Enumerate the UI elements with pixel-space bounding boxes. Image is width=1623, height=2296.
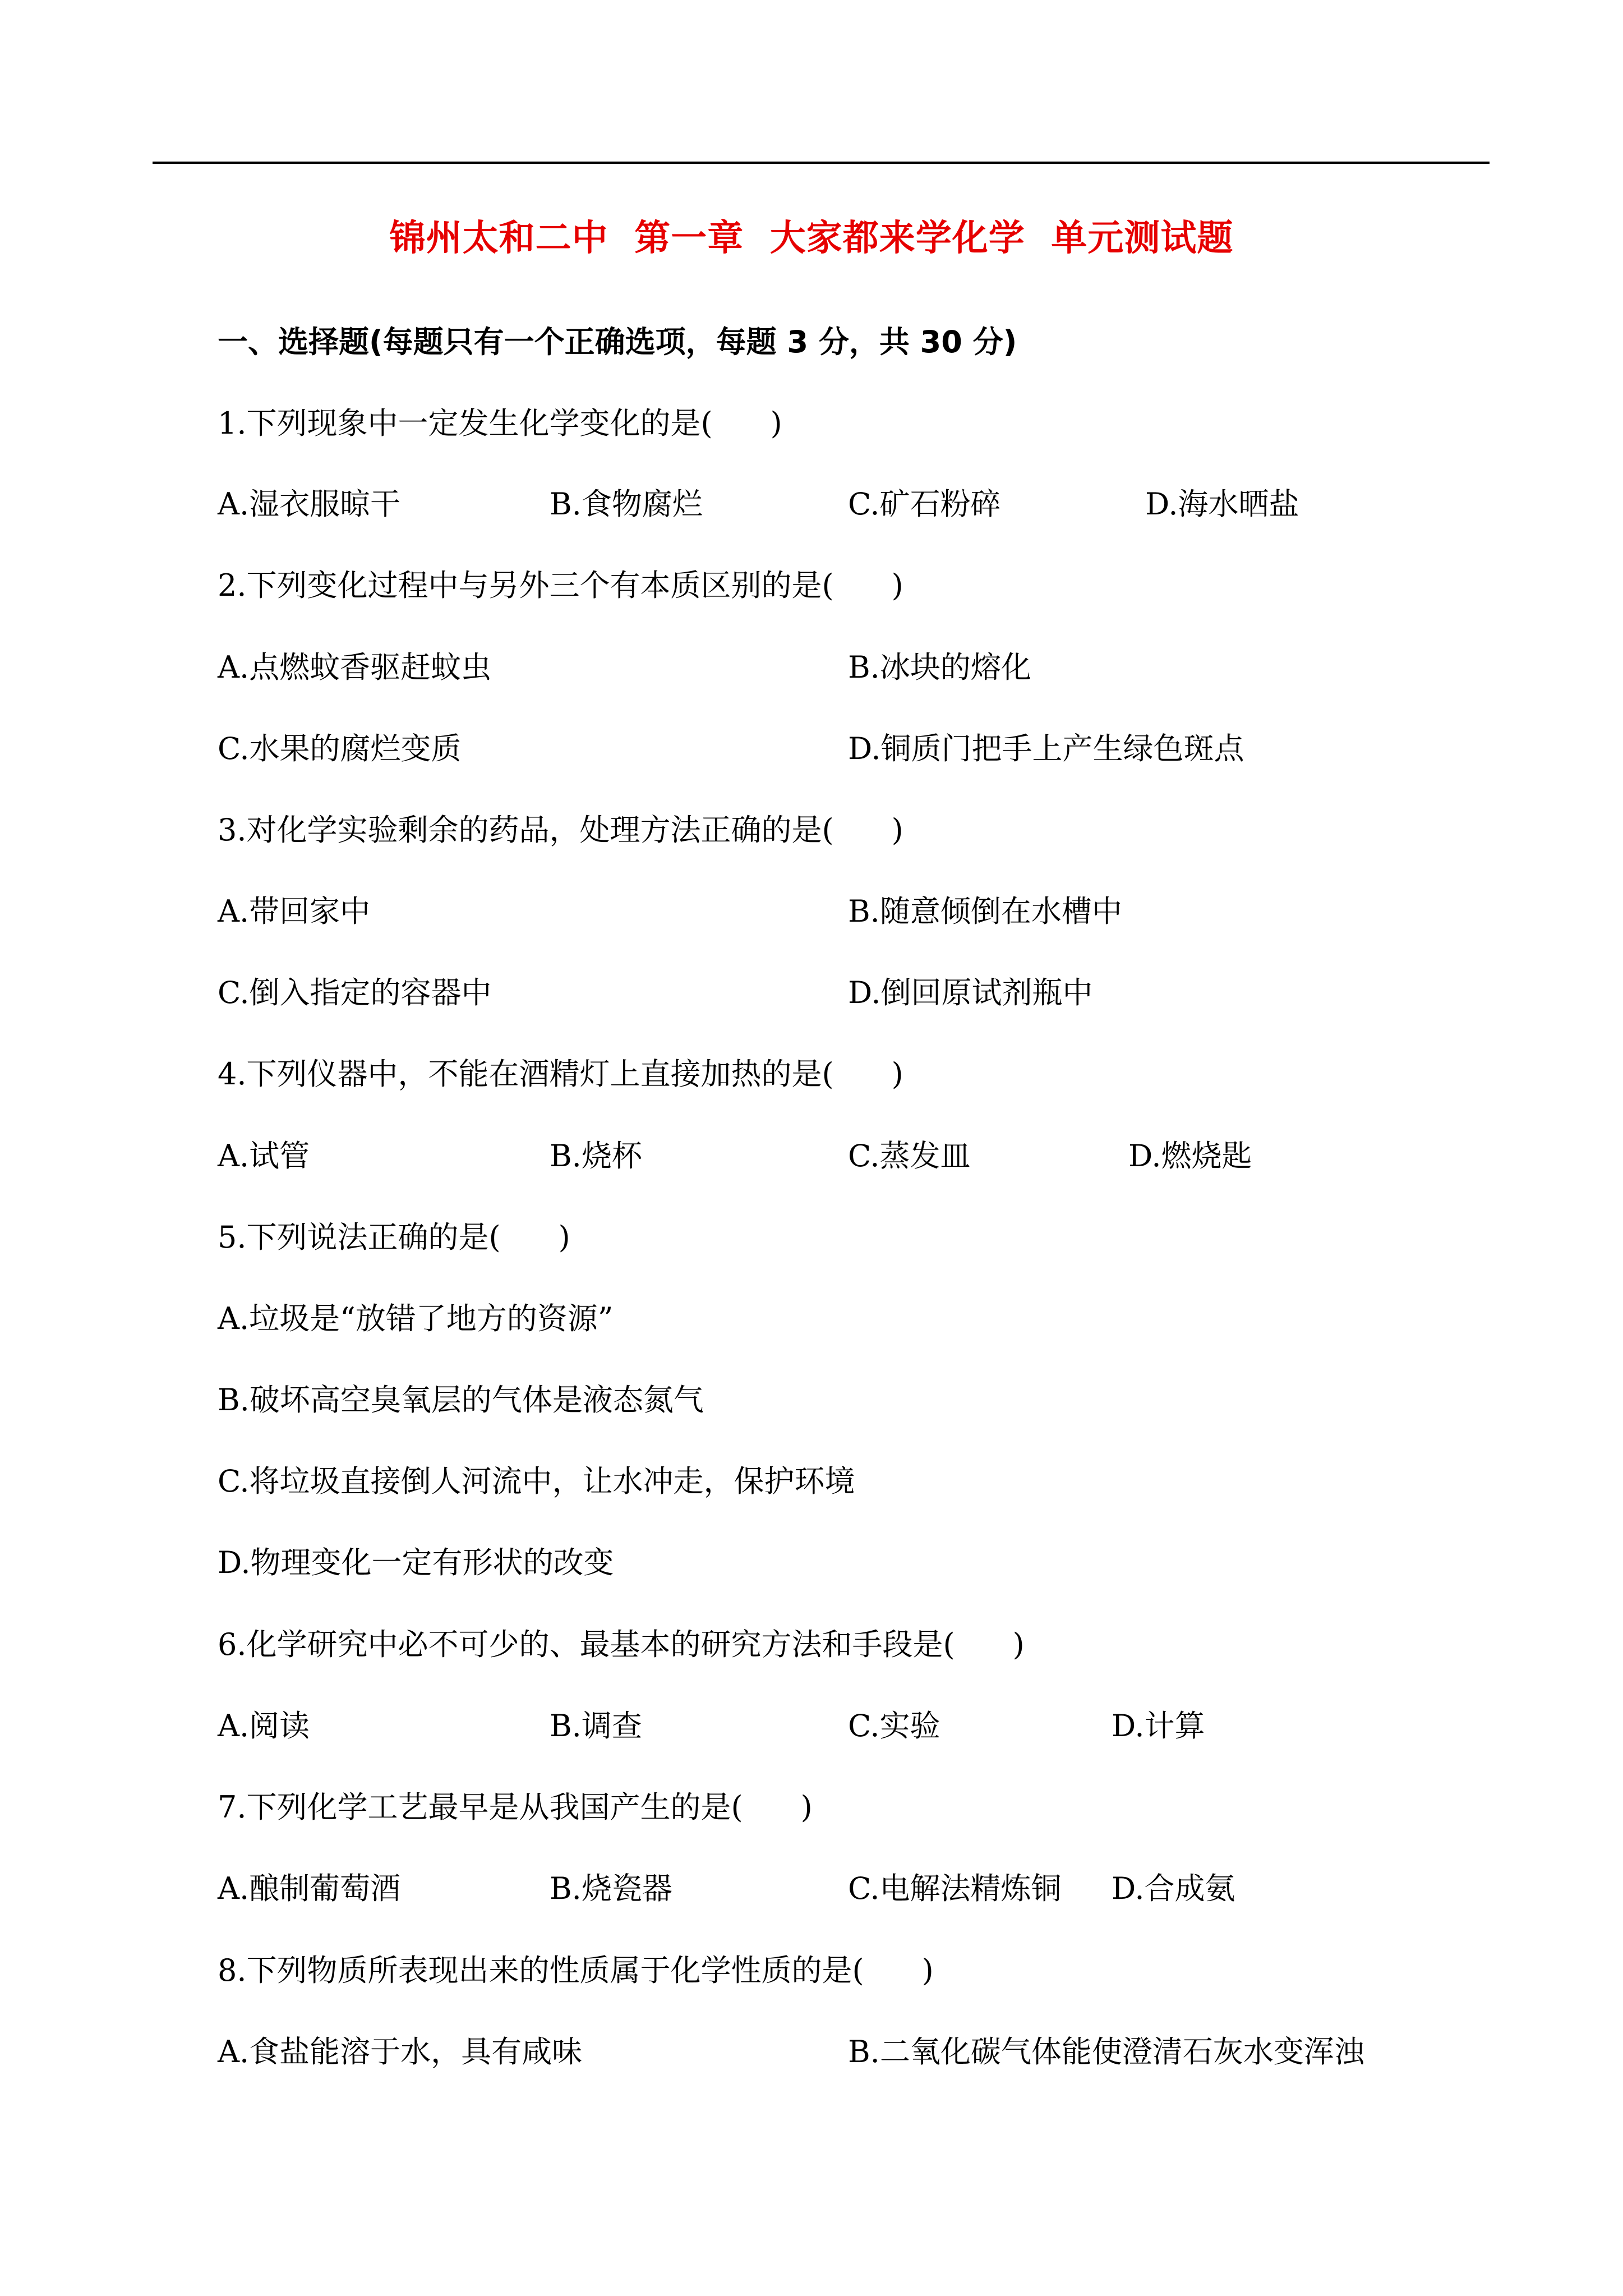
- question-2-option-c: C.水果的腐烂变质: [218, 731, 462, 766]
- question-1-option-a: A.湿衣服晾干: [218, 486, 401, 522]
- question-4-option-c: C.蒸发皿: [848, 1138, 971, 1174]
- question-4-option-b: B.烧杯: [550, 1138, 642, 1174]
- question-3-stem: 3.对化学实验剩余的药品，处理方法正确的是( ): [218, 812, 903, 848]
- question-7-option-b: B.烧瓷器: [550, 1871, 672, 1906]
- question-6-option-d: D.计算: [1112, 1708, 1205, 1743]
- question-7-option-a: A.酿制葡萄酒: [218, 1871, 401, 1906]
- question-8-option-a: A.食盐能溶于水，具有咸味: [218, 2034, 583, 2069]
- question-5-option-d: D.物理变化一定有形状的改变: [218, 1545, 614, 1580]
- question-7-option-c: C.电解法精炼铜: [848, 1871, 1062, 1906]
- header-rule: [153, 162, 1490, 164]
- question-3-option-b: B.随意倾倒在水槽中: [848, 894, 1122, 929]
- question-4-stem: 4.下列仪器中，不能在酒精灯上直接加热的是( ): [218, 1056, 903, 1092]
- question-2-option-d: D.铜质门把手上产生绿色斑点: [848, 731, 1244, 766]
- section-heading: 一、选择题(每题只有一个正确选项，每题 3 分，共 30 分): [218, 324, 1017, 360]
- question-3-option-c: C.倒入指定的容器中: [218, 975, 492, 1010]
- question-2-option-b: B.冰块的熔化: [848, 650, 1031, 685]
- question-2-option-a: A.点燃蚊香驱赶蚊虫: [218, 650, 492, 685]
- question-5-option-a: A.垃圾是“放错了地方的资源”: [218, 1301, 614, 1336]
- question-5-option-b: B.破坏高空臭氧层的气体是液态氮气: [218, 1382, 704, 1418]
- question-1-option-d: D.海水晒盐: [1145, 486, 1299, 522]
- question-6-stem: 6.化学研究中必不可少的、最基本的研究方法和手段是( ): [218, 1627, 1025, 1662]
- question-7-option-d: D.合成氨: [1112, 1871, 1235, 1906]
- question-8-option-b: B.二氧化碳气体能使澄清石灰水变浑浊: [848, 2034, 1364, 2069]
- question-6-option-c: C.实验: [848, 1708, 940, 1743]
- question-5-stem: 5.下列说法正确的是( ): [218, 1220, 570, 1255]
- question-1-option-c: C.矿石粉碎: [848, 486, 1001, 522]
- question-6-option-b: B.调查: [550, 1708, 642, 1743]
- question-3-option-a: A.带回家中: [218, 894, 371, 929]
- document-title: 锦州太和二中 第一章 大家都来学化学 单元测试题: [389, 218, 1234, 259]
- question-6-option-a: A.阅读: [218, 1708, 310, 1743]
- question-3-option-d: D.倒回原试剂瓶中: [848, 975, 1093, 1010]
- question-7-stem: 7.下列化学工艺最早是从我国产生的是( ): [218, 1789, 813, 1825]
- question-4-option-d: D.燃烧匙: [1128, 1138, 1252, 1174]
- question-2-stem: 2.下列变化过程中与另外三个有本质区别的是( ): [218, 568, 903, 603]
- question-8-stem: 8.下列物质所表现出来的性质属于化学性质的是( ): [218, 1953, 934, 1988]
- question-4-option-a: A.试管: [218, 1138, 310, 1174]
- question-1-stem: 1.下列现象中一定发生化学变化的是( ): [218, 406, 782, 441]
- question-5-option-c: C.将垃圾直接倒人河流中，让水冲走，保护环境: [218, 1464, 855, 1499]
- question-1-option-b: B.食物腐烂: [550, 486, 703, 522]
